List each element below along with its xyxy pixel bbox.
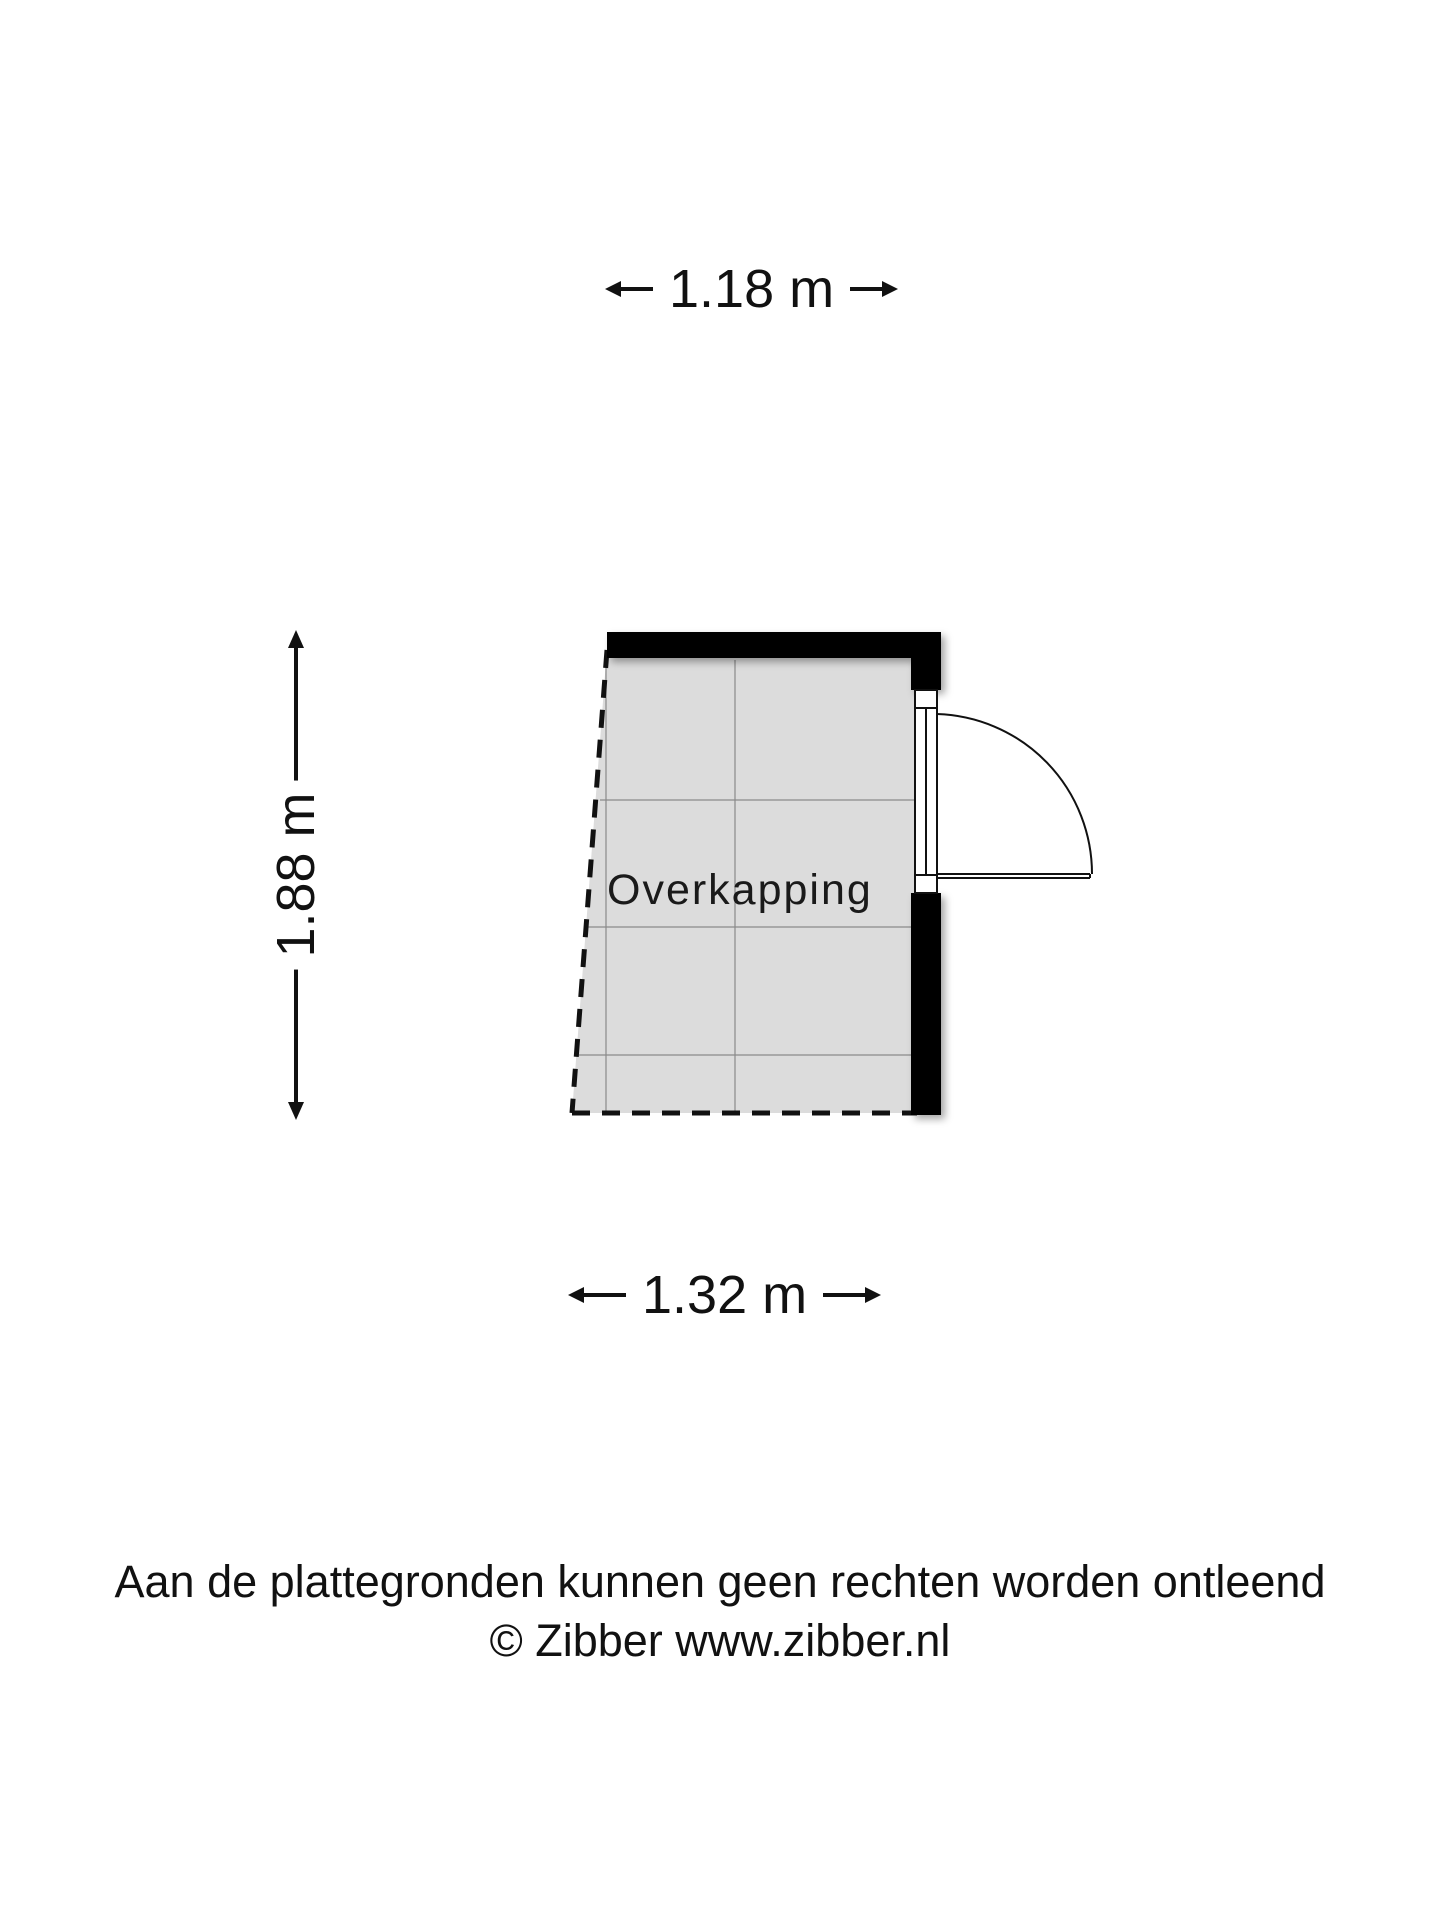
top-width-label: 1.18 m: [669, 259, 835, 319]
copyright-text: © Zibber www.zibber.nl: [489, 1615, 951, 1666]
bottom-width-label: 1.32 m: [642, 1265, 808, 1325]
arrow-left-icon: [568, 1285, 628, 1305]
disclaimer-text: Aan de plattegronden kunnen geen rechten worden ontleend: [114, 1556, 1326, 1607]
arrow-right-icon: [821, 1285, 881, 1305]
room-label: Overkapping: [607, 866, 873, 914]
bottom-width-dimension: [568, 1265, 881, 1325]
door-swing: [937, 714, 1092, 878]
top-wall: [607, 632, 941, 658]
height-label: 1.88 m: [269, 780, 323, 969]
right-wall-upper: [911, 632, 941, 690]
door-frame: [915, 690, 937, 893]
right-wall-lower: [911, 893, 941, 1115]
